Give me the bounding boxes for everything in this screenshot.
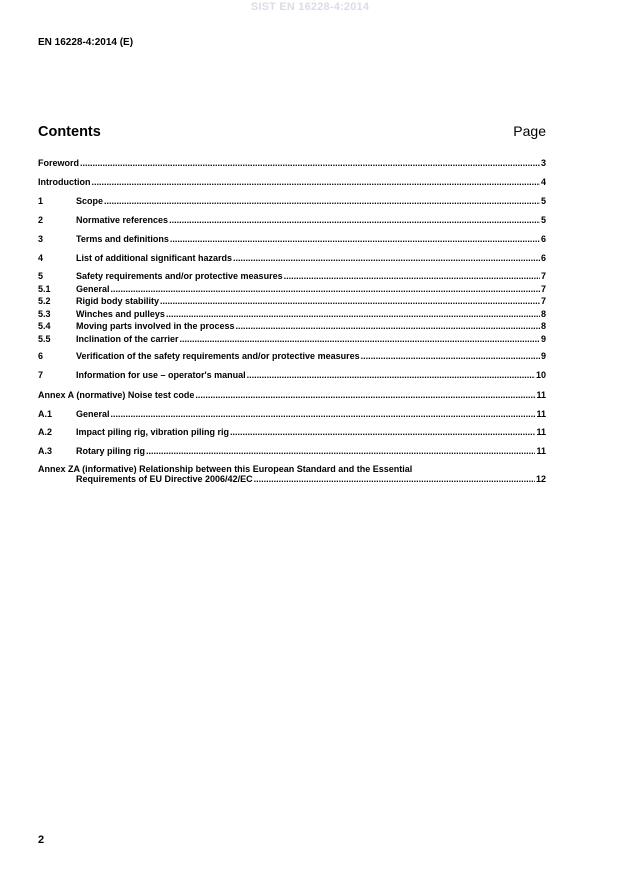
toc-entry[interactable] bbox=[38, 177, 546, 187]
toc-entry-number: 5.4 bbox=[38, 321, 51, 331]
toc-entry-number: A.1 bbox=[38, 409, 53, 419]
toc-leader-dots bbox=[80, 158, 540, 168]
toc-entry-page: 5 bbox=[540, 196, 546, 206]
toc-annex-za-page: 12 bbox=[535, 474, 546, 484]
toc-entry-number: A.2 bbox=[38, 427, 53, 437]
toc-entry-title: Rotary piling rig bbox=[76, 446, 146, 456]
toc-entry-page: 11 bbox=[536, 446, 546, 456]
toc-row bbox=[38, 446, 546, 456]
toc-row bbox=[38, 215, 546, 225]
toc-entry-page: 7 bbox=[540, 284, 546, 294]
page-column-label: Page bbox=[513, 123, 546, 139]
toc-entry-page: 7 bbox=[540, 296, 546, 306]
table-of-contents bbox=[38, 0, 546, 877]
toc-leader-dots bbox=[230, 427, 535, 437]
toc-entry-number: 7 bbox=[38, 370, 44, 380]
toc-entry-page: 5 bbox=[540, 215, 546, 225]
toc-leader-dots bbox=[169, 215, 540, 225]
toc-entry-number: 4 bbox=[38, 253, 44, 263]
toc-entry[interactable] bbox=[38, 351, 546, 361]
toc-annex-za-second-line bbox=[38, 474, 546, 484]
toc-entry-annex-za[interactable] bbox=[38, 464, 546, 484]
toc-leader-dots bbox=[160, 296, 540, 306]
toc-entry-number: 5.2 bbox=[38, 296, 51, 306]
toc-row bbox=[38, 351, 546, 361]
toc-entry[interactable] bbox=[38, 196, 546, 206]
toc-entry-page: 6 bbox=[540, 234, 546, 244]
toc-entry-page: 9 bbox=[540, 334, 546, 344]
toc-leader-dots bbox=[254, 474, 535, 484]
toc-entry-page: 4 bbox=[540, 177, 546, 187]
toc-entry[interactable] bbox=[38, 284, 546, 294]
toc-entry[interactable] bbox=[38, 158, 546, 168]
toc-entry[interactable] bbox=[38, 253, 546, 263]
toc-entry[interactable] bbox=[38, 446, 546, 456]
toc-entry-title: Inclination of the carrier bbox=[76, 334, 179, 344]
toc-entry-title: Safety requirements and/or protective measures bbox=[76, 271, 283, 281]
toc-row bbox=[38, 158, 546, 168]
toc-entry[interactable] bbox=[38, 215, 546, 225]
toc-row bbox=[38, 409, 546, 419]
toc-annex-za-title-line1: Annex ZA (informative) Relationship between this European Standard and the Essential bbox=[38, 464, 413, 474]
toc-entry-page: 11 bbox=[536, 390, 546, 400]
toc-leader-dots bbox=[233, 253, 540, 263]
toc-entry-number: 6 bbox=[38, 351, 44, 361]
toc-entry-number: 5 bbox=[38, 271, 44, 281]
toc-row bbox=[38, 334, 546, 344]
toc-leader-dots bbox=[92, 177, 540, 187]
toc-entry[interactable] bbox=[38, 296, 546, 306]
page-number: 2 bbox=[38, 834, 45, 846]
toc-row bbox=[38, 234, 546, 244]
toc-leader-dots bbox=[170, 234, 540, 244]
toc-entry[interactable] bbox=[38, 309, 546, 319]
toc-leader-dots bbox=[236, 321, 540, 331]
toc-entry[interactable] bbox=[38, 409, 546, 419]
toc-leader-dots bbox=[195, 390, 535, 400]
toc-row bbox=[38, 321, 546, 331]
toc-entry[interactable] bbox=[38, 370, 546, 380]
toc-entry-page: 3 bbox=[540, 158, 546, 168]
toc-entry[interactable] bbox=[38, 271, 546, 281]
toc-row bbox=[38, 296, 546, 306]
watermark: SIST EN 16228-4:2014 bbox=[250, 1, 370, 13]
toc-entry-number: 5.3 bbox=[38, 309, 51, 319]
toc-entry-title: Moving parts involved in the process bbox=[76, 321, 235, 331]
toc-annex-za-first-line bbox=[38, 464, 546, 474]
toc-row bbox=[38, 370, 546, 380]
toc-entry-title: General bbox=[76, 284, 110, 294]
toc-entry-title: List of additional significant hazards bbox=[76, 253, 233, 263]
toc-entry-page: 10 bbox=[535, 370, 546, 380]
toc-row bbox=[38, 309, 546, 319]
toc-entry-title: General bbox=[76, 409, 110, 419]
toc-entry[interactable] bbox=[38, 234, 546, 244]
toc-entry[interactable] bbox=[38, 427, 546, 437]
toc-entry-title: Verification of the safety requirements and/or protective measures bbox=[76, 351, 360, 361]
toc-entry-number: 5.1 bbox=[38, 284, 51, 294]
toc-entry[interactable] bbox=[38, 390, 546, 400]
toc-leader-dots bbox=[284, 271, 540, 281]
toc-entry-page: 8 bbox=[540, 309, 546, 319]
toc-entry-title: Annex A (normative) Noise test code bbox=[38, 390, 195, 400]
toc-entry-page: 7 bbox=[540, 271, 546, 281]
toc-leader-dots bbox=[180, 334, 540, 344]
toc-row bbox=[38, 390, 546, 400]
toc-entry-title: Foreword bbox=[38, 158, 80, 168]
toc-leader-dots bbox=[146, 446, 535, 456]
toc-row bbox=[38, 177, 546, 187]
toc-leader-dots bbox=[247, 370, 535, 380]
toc-entry-title: Winches and pulleys bbox=[76, 309, 165, 319]
toc-row bbox=[38, 427, 546, 437]
toc-entry-title: Terms and definitions bbox=[76, 234, 169, 244]
toc-entry-page: 8 bbox=[540, 321, 546, 331]
toc-entry[interactable] bbox=[38, 321, 546, 331]
toc-annex-za-title-line2: Requirements of EU Directive 2006/42/EC bbox=[76, 474, 253, 484]
toc-entry-title: Impact piling rig, vibration piling rig bbox=[76, 427, 230, 437]
toc-entry-page: 9 bbox=[540, 351, 546, 361]
toc-leader-dots bbox=[361, 351, 540, 361]
toc-leader-dots bbox=[104, 196, 540, 206]
toc-leader-dots bbox=[111, 409, 536, 419]
toc-entry-page: 11 bbox=[536, 427, 546, 437]
toc-entry-number: 2 bbox=[38, 215, 44, 225]
toc-leader-dots bbox=[111, 284, 540, 294]
toc-row bbox=[38, 196, 546, 206]
toc-entry-page: 11 bbox=[536, 409, 546, 419]
toc-entry-number: 5.5 bbox=[38, 334, 51, 344]
toc-entry-title: Normative references bbox=[76, 215, 169, 225]
toc-entry-title: Scope bbox=[76, 196, 104, 206]
document-id: EN 16228-4:2014 (E) bbox=[38, 37, 134, 48]
toc-entry-number: A.3 bbox=[38, 446, 53, 456]
toc-entry-title: Introduction bbox=[38, 177, 91, 187]
toc-row bbox=[38, 284, 546, 294]
toc-row bbox=[38, 271, 546, 281]
toc-entry-number: 1 bbox=[38, 196, 44, 206]
toc-entry[interactable] bbox=[38, 334, 546, 344]
toc-entry-title: Rigid body stability bbox=[76, 296, 160, 306]
toc-entry-page: 6 bbox=[540, 253, 546, 263]
toc-entry-title: Information for use – operator's manual bbox=[76, 370, 246, 380]
toc-entry-number: 3 bbox=[38, 234, 44, 244]
toc-row bbox=[38, 253, 546, 263]
toc-leader-dots bbox=[166, 309, 540, 319]
contents-title: Contents bbox=[38, 124, 101, 140]
